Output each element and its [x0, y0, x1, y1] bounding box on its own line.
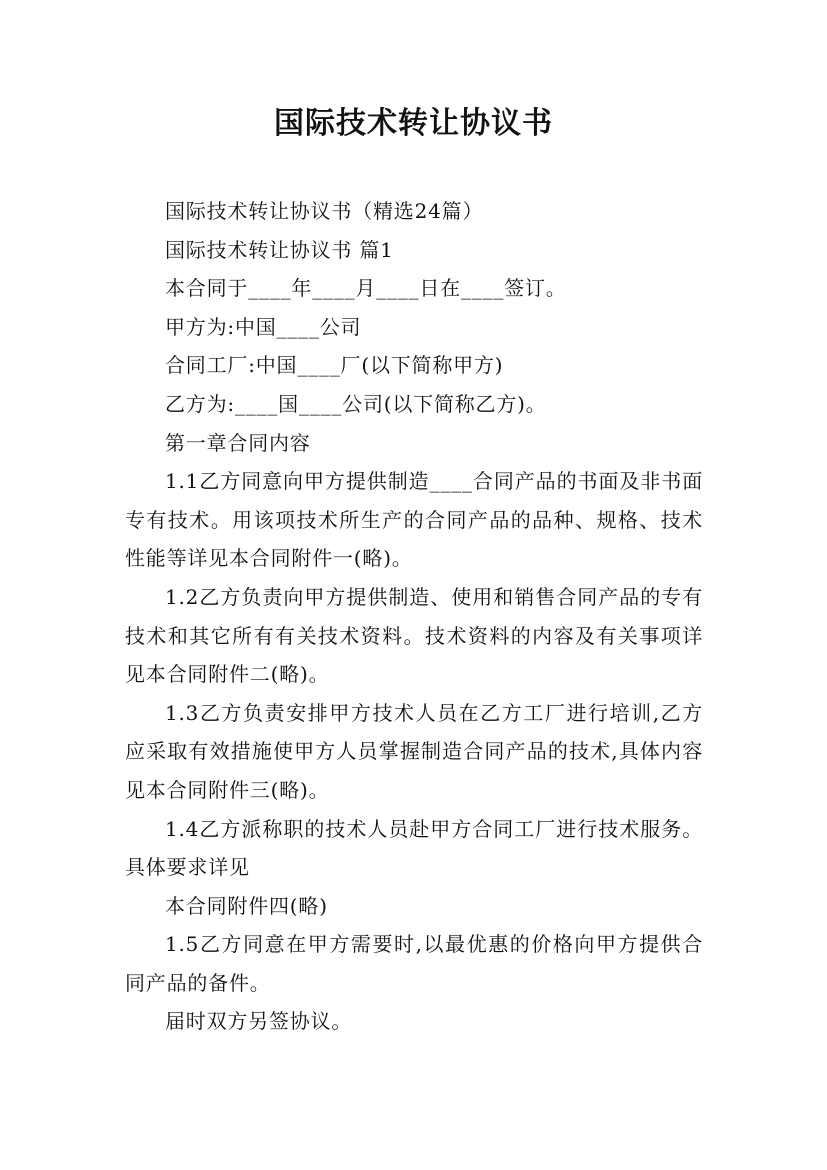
paragraph-party-b: 乙方为:____国____公司(以下简称乙方)。 [165, 391, 547, 416]
paragraph-chapter-heading: 第一章合同内容 [165, 430, 311, 455]
paragraph-clause-1-2: 1.2乙方负责向甲方提供制造、使用和销售合同产品的专有技术和其它所有有关技术资料。技术资料的内容及有关事项详见本合同附件二(略)。 [125, 584, 703, 687]
paragraph-subtitle: 国际技术转让协议书（精选24篇） [165, 199, 484, 223]
paragraph-annex-four: 本合同附件四(略) [165, 893, 328, 918]
paragraph-clause-1-4: 1.4乙方派称职的技术人员赴甲方合同工厂进行技术服务。具体要求详见 [125, 816, 703, 880]
paragraph-contract-factory: 合同工厂:中国____厂(以下简称甲方) [165, 353, 504, 378]
paragraph-separate-agreement: 届时双方另签协议。 [165, 1009, 353, 1034]
paragraph-party-a: 甲方为:中国____公司 [165, 314, 362, 339]
paragraph-signing-date: 本合同于____年____月____日在____签订。 [165, 276, 567, 301]
paragraph-clause-1-1: 1.1乙方同意向甲方提供制造____合同产品的书面及非书面专有技术。用该项技术所生产的合同产品的品种、规格、技术性能等详见本合同附件一(略)。 [125, 469, 703, 571]
paragraph-clause-1-3: 1.3乙方负责安排甲方技术人员在乙方工厂进行培训,乙方应采取有效措施使甲方人员掌握制造合同产品的技术,具体内容见本合同附件三(略)。 [125, 700, 703, 802]
paragraph-clause-1-5: 1.5乙方同意在甲方需要时,以最优惠的价格向甲方提供合同产品的备件。 [125, 932, 703, 995]
document-body [125, 192, 703, 1041]
document-title: 国际技术转让协议书 [274, 106, 553, 141]
paragraph-section-heading: 国际技术转让协议书 篇1 [165, 237, 394, 262]
